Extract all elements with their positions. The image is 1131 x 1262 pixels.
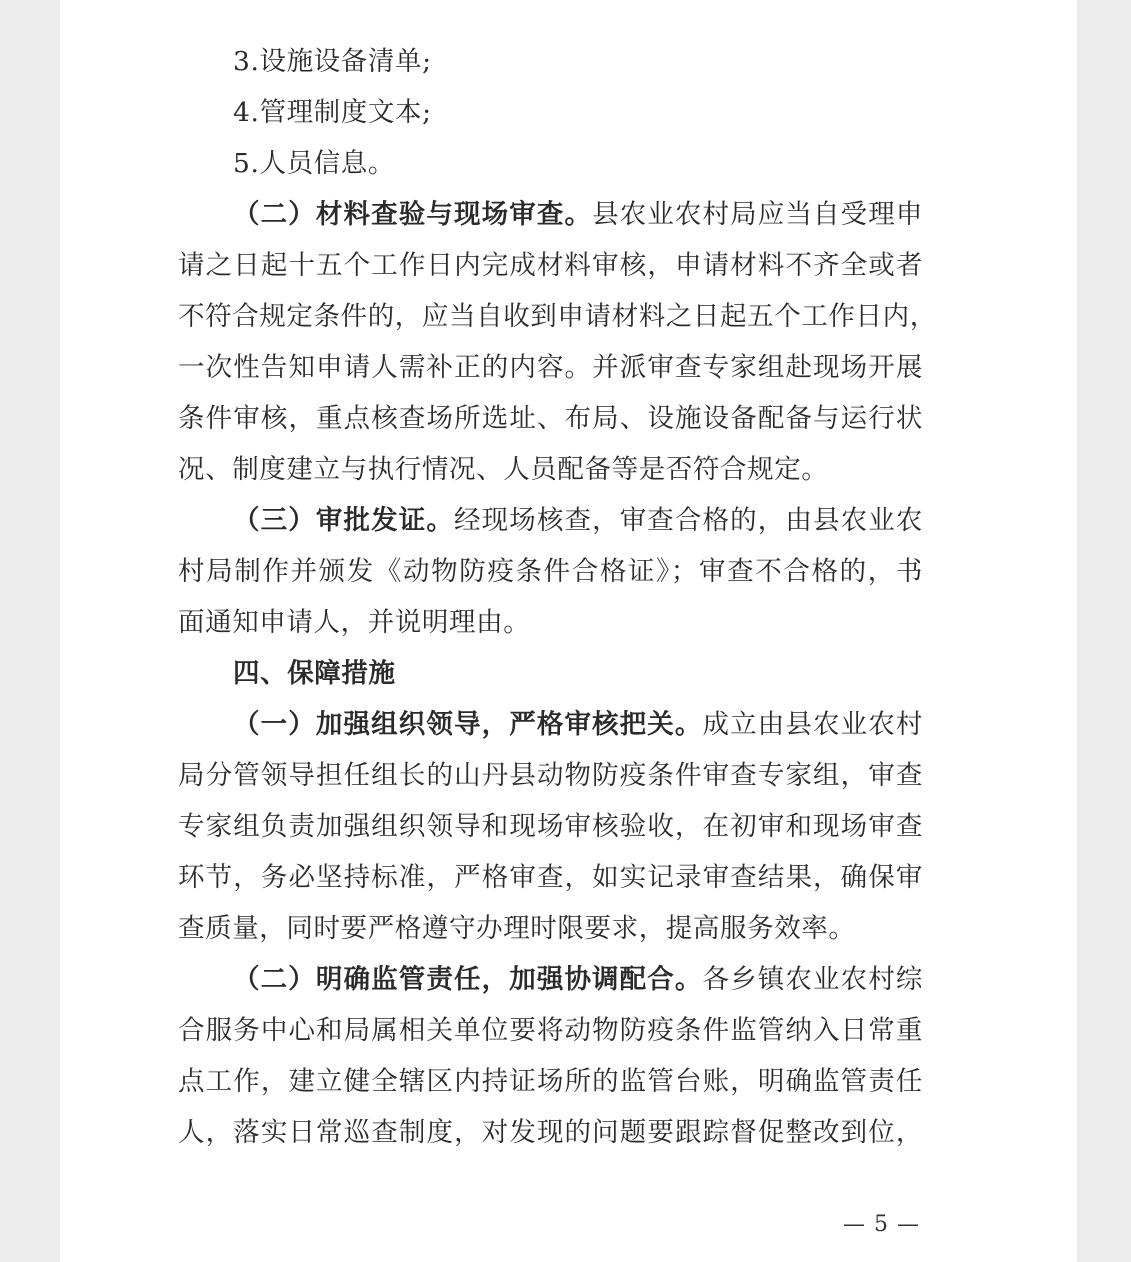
paragraph-line: 环节，务必坚持标准，严格审查，如实记录审查结果，确保审	[178, 862, 923, 893]
paragraph-line: 专家组负责加强组织领导和现场审核验收，在初审和现场审查	[178, 811, 923, 842]
paragraph-line: 村局制作并颁发《动物防疫条件合格证》；审查不合格的，书	[178, 556, 923, 587]
section-heading: （二）明确监管责任，加强协调配合。	[233, 964, 703, 995]
section-heading: （三）审批发证。	[233, 505, 454, 536]
paragraph-line	[178, 954, 923, 1005]
paragraph-line: 局分管领导担任组长的山丹县动物防疫条件审查专家组，审查	[178, 760, 923, 791]
paragraph-line: 查质量，同时要严格遵守办理时限要求，提高服务效率。	[178, 913, 856, 944]
part-heading: 四、保障措施	[233, 658, 396, 689]
paragraph-line: 面通知申请人，并说明理由。	[178, 607, 531, 638]
paragraph-line	[178, 699, 923, 750]
paragraph-line: 条件审核，重点核查场所选址、布局、设施设备配备与运行状	[178, 403, 923, 434]
paragraph-line: 人，落实日常巡查制度，对发现的问题要跟踪督促整改到位，	[178, 1117, 923, 1148]
paragraph-text: 各乡镇农业农村综	[702, 964, 923, 995]
page-number: — 5 —	[843, 1212, 920, 1237]
paragraph-line: 况、制度建立与执行情况、人员配备等是否符合规定。	[178, 454, 829, 485]
paragraph-line	[178, 189, 923, 240]
paragraph-text: 经现场核查，审查合格的，由县农业农	[453, 505, 923, 536]
paragraph-line: 点工作，建立健全辖区内持证场所的监管台账，明确监管责任	[178, 1066, 923, 1097]
section-heading: （二）材料查验与现场审查。	[233, 199, 593, 230]
paragraph-line: 一次性告知申请人需补正的内容。并派审查专家组赴现场开展	[178, 352, 923, 383]
document-page	[60, 0, 1077, 1262]
list-item: 5.人员信息。	[233, 148, 395, 179]
document-body	[178, 36, 937, 1158]
paragraph-line: 不符合规定条件的，应当自收到申请材料之日起五个工作日内，	[178, 301, 937, 332]
section-heading: （一）加强组织领导，严格审核把关。	[233, 709, 703, 740]
paragraph-line: 请之日起十五个工作日内完成材料审核，申请材料不齐全或者	[178, 250, 923, 281]
list-item: 4.管理制度文本;	[233, 97, 432, 128]
list-item: 3.设施设备清单;	[233, 46, 432, 77]
paragraph-text: 成立由县农业农村	[702, 709, 923, 740]
paragraph-line: 合服务中心和局属相关单位要将动物防疫条件监管纳入日常重	[178, 1015, 923, 1046]
paragraph-line	[178, 495, 923, 546]
paragraph-text: 县农业农村局应当自受理申	[592, 199, 923, 230]
